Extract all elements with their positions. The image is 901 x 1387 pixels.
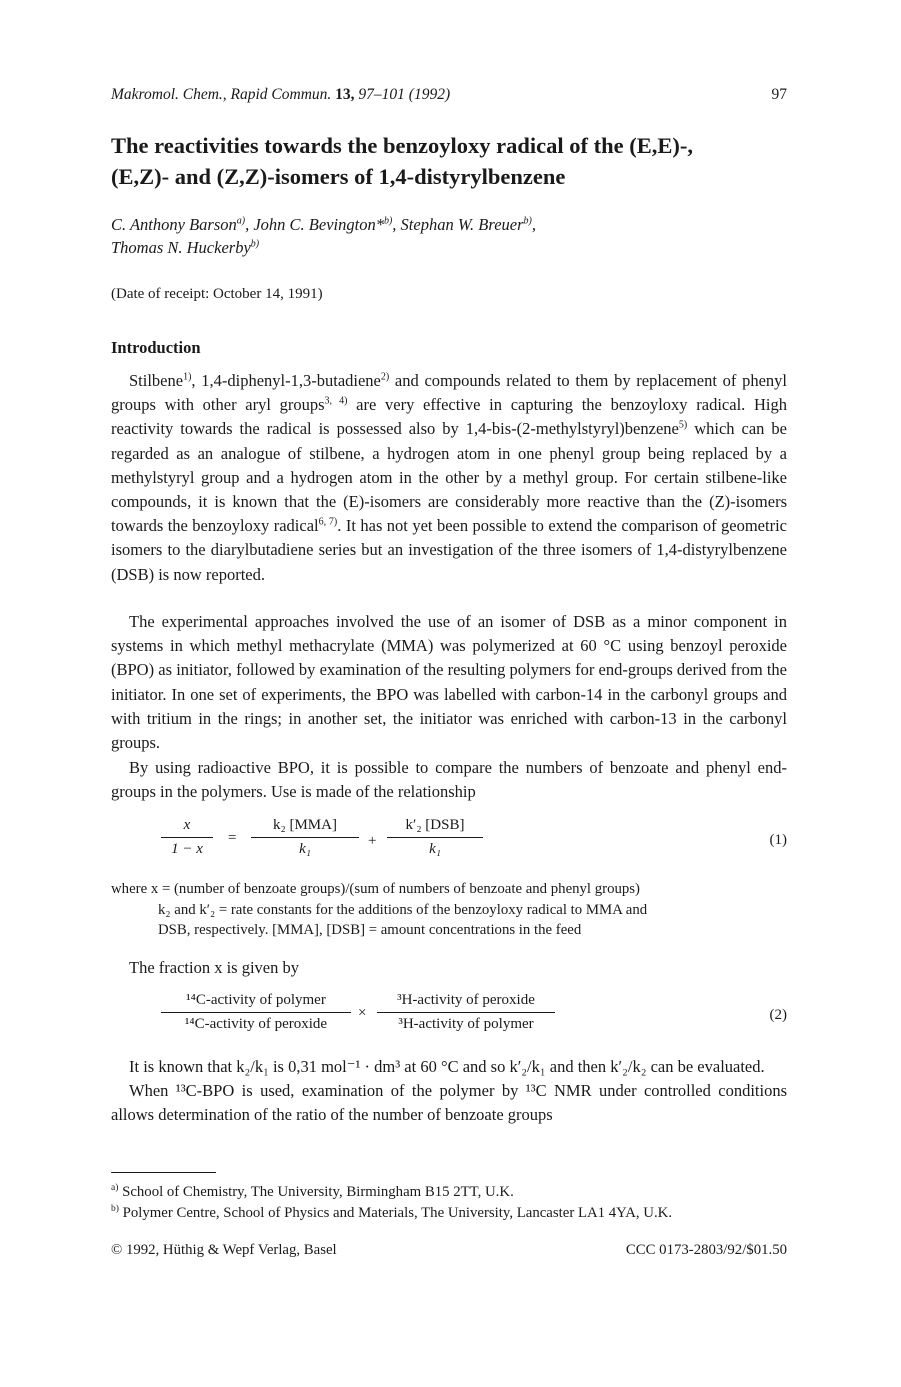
denominator: 1 − x bbox=[171, 841, 203, 857]
footnote-text: Polymer Centre, School of Physics and Materials, The University, Lancaster LA1 4YA, U.K. bbox=[122, 1204, 673, 1221]
paragraph-1 bbox=[111, 369, 787, 587]
footnote-mark: a) bbox=[111, 1183, 119, 1194]
equals-sign: = bbox=[228, 830, 237, 846]
denominator: ³H-activity of polymer bbox=[398, 1016, 534, 1032]
paragraph-text: The experimental approaches involved the use of an isomer of DSB as a minor component in systems in which methyl methacrylate (MMA) was polymerized at 60 °C using benzoyl peroxide (BPO) as initiator, followed by examination of the resulting polymers for end-groups derived from the initiator. In one set of experiments, the BPO was labelled with carbon-14 in the carbonyl groups and with tritium in the rings; in another set, the initiator was enriched with carbon-13 in the carbonyl groups. bbox=[111, 612, 787, 753]
running-header bbox=[111, 86, 787, 104]
equation-2 bbox=[111, 992, 787, 1042]
footnotes bbox=[111, 1182, 787, 1223]
equation-1 bbox=[111, 817, 787, 867]
reference-mark: 3, 4) bbox=[324, 395, 348, 407]
paragraph-3 bbox=[111, 756, 787, 804]
text-run: Stilbene bbox=[129, 371, 184, 390]
affiliation-mark: b) bbox=[383, 215, 393, 227]
equation-fraction bbox=[161, 992, 351, 1033]
article-code: CCC 0173-2803/92/$01.50 bbox=[625, 1242, 787, 1258]
equation-intro: The fraction x is given by bbox=[129, 958, 299, 977]
denominator: k₁ bbox=[299, 841, 311, 857]
numerator: k′₂ [DSB] bbox=[387, 817, 483, 838]
definition-line: k₂ and k′₂ = rate constants for the additions of the benzoyloxy radical to MMA and bbox=[158, 901, 648, 918]
reference-mark: 1) bbox=[183, 371, 192, 383]
footnote-text: School of Chemistry, The University, Birmingham B15 2TT, U.K. bbox=[122, 1184, 514, 1200]
journal-name: Makromol. Chem., Rapid Commun. bbox=[111, 86, 332, 103]
equation-number: (1) bbox=[769, 832, 787, 848]
text-run: , 1,4-diphenyl-1,3-butadiene bbox=[191, 371, 381, 390]
author-bevington: , John C. Bevington* bbox=[245, 215, 384, 234]
author-breuer: , Stephan W. Breuer bbox=[392, 215, 524, 234]
numerator: x bbox=[161, 817, 213, 838]
article-title bbox=[111, 130, 787, 192]
equation-fraction bbox=[161, 817, 213, 858]
text-run: which can be regarded as an analogue of stilbene, a hydrogen atom in one phenyl group being replaced by a methylstyryl group and a hydrogen atom in the other by a methyl group. For certain stilbene-like compounds, it is known that the (E)-isomers are considerably more reactive than the (Z)-isomers towards the benzoyloxy radical bbox=[111, 419, 787, 536]
section-heading: Introduction bbox=[111, 338, 201, 357]
reference-mark: 6, 7) bbox=[318, 516, 338, 528]
date-of-receipt: (Date of receipt: October 14, 1991) bbox=[111, 286, 323, 302]
numerator: ³H-activity of peroxide bbox=[377, 992, 555, 1013]
paragraph-4 bbox=[111, 1055, 787, 1128]
author-huckerby: Thomas N. Huckerby bbox=[111, 238, 251, 257]
journal-volume: 13, bbox=[335, 86, 355, 103]
author-separator: , bbox=[531, 215, 536, 234]
numerator: ¹⁴C-activity of polymer bbox=[161, 992, 351, 1013]
equation-definitions bbox=[111, 879, 787, 941]
paragraph-2 bbox=[111, 610, 787, 755]
paragraph-text: When ¹³C-BPO is used, examination of the polymer by ¹³C NMR under controlled conditions allows determination of the ratio of the number of benzoate groups bbox=[111, 1081, 787, 1125]
title-line-2: (E,Z)- and (Z,Z)-isomers of 1,4-distyrylbenzene bbox=[111, 164, 566, 189]
equation-number: (2) bbox=[769, 1007, 787, 1023]
affiliation-mark: b) bbox=[250, 238, 260, 250]
page-footer bbox=[111, 1242, 787, 1259]
equation-fraction bbox=[377, 992, 555, 1033]
author-list bbox=[111, 213, 787, 259]
definition-line: DSB, respectively. [MMA], [DSB] = amount concentrations in the feed bbox=[158, 922, 582, 938]
title-line-1: The reactivities towards the benzoyloxy radical of the (E,E)-, bbox=[111, 133, 694, 158]
denominator: k₁ bbox=[429, 841, 441, 857]
journal-pages: 97–101 (1992) bbox=[358, 86, 451, 103]
copyright-notice: © 1992, Hüthig & Wepf Verlag, Basel bbox=[111, 1242, 337, 1258]
footnote-mark: b) bbox=[111, 1203, 119, 1214]
affiliation-mark: a) bbox=[236, 215, 246, 227]
page-number: 97 bbox=[771, 86, 787, 103]
numerator: k₂ [MMA] bbox=[251, 817, 359, 838]
author-barson: C. Anthony Barson bbox=[111, 215, 237, 234]
text-run: . It has not yet been possible to extend the comparison of geometric isomers to the diarylbutadiene series but an investigation of the three isomers of 1,4-distyrylbenzene (DSB) is now reported. bbox=[111, 516, 787, 584]
reference-mark: 2) bbox=[380, 371, 390, 383]
paragraph-text: It is known that k₂/k₁ is 0,31 mol⁻¹ · dm³ at 60 °C and so k′₂/k₁ and then k′₂/k₂ can be evaluated. bbox=[129, 1057, 765, 1076]
reference-mark: 5) bbox=[678, 419, 688, 431]
times-sign: × bbox=[358, 1005, 367, 1021]
definition-line: where x = (number of benzoate groups)/(sum of numbers of benzoate and phenyl groups) bbox=[111, 881, 640, 897]
text-run: are very effective in capturing the benzoyloxy radical. High reactivity towards the radical is possessed also by 1,4-bis-(2-methylstyryl)benzene bbox=[111, 395, 787, 439]
equation-fraction bbox=[387, 817, 483, 858]
footnote-divider bbox=[111, 1172, 216, 1173]
equation-fraction bbox=[251, 817, 359, 858]
denominator: ¹⁴C-activity of peroxide bbox=[184, 1016, 328, 1032]
paragraph-text: By using radioactive BPO, it is possible to compare the numbers of benzoate and phenyl end-groups in the polymers. Use is made of the relationship bbox=[111, 758, 787, 802]
affiliation-mark: b) bbox=[523, 215, 532, 227]
plus-sign: + bbox=[368, 833, 377, 849]
text-run: and compounds related to them by replacement of phenyl groups with other aryl groups bbox=[111, 371, 787, 415]
